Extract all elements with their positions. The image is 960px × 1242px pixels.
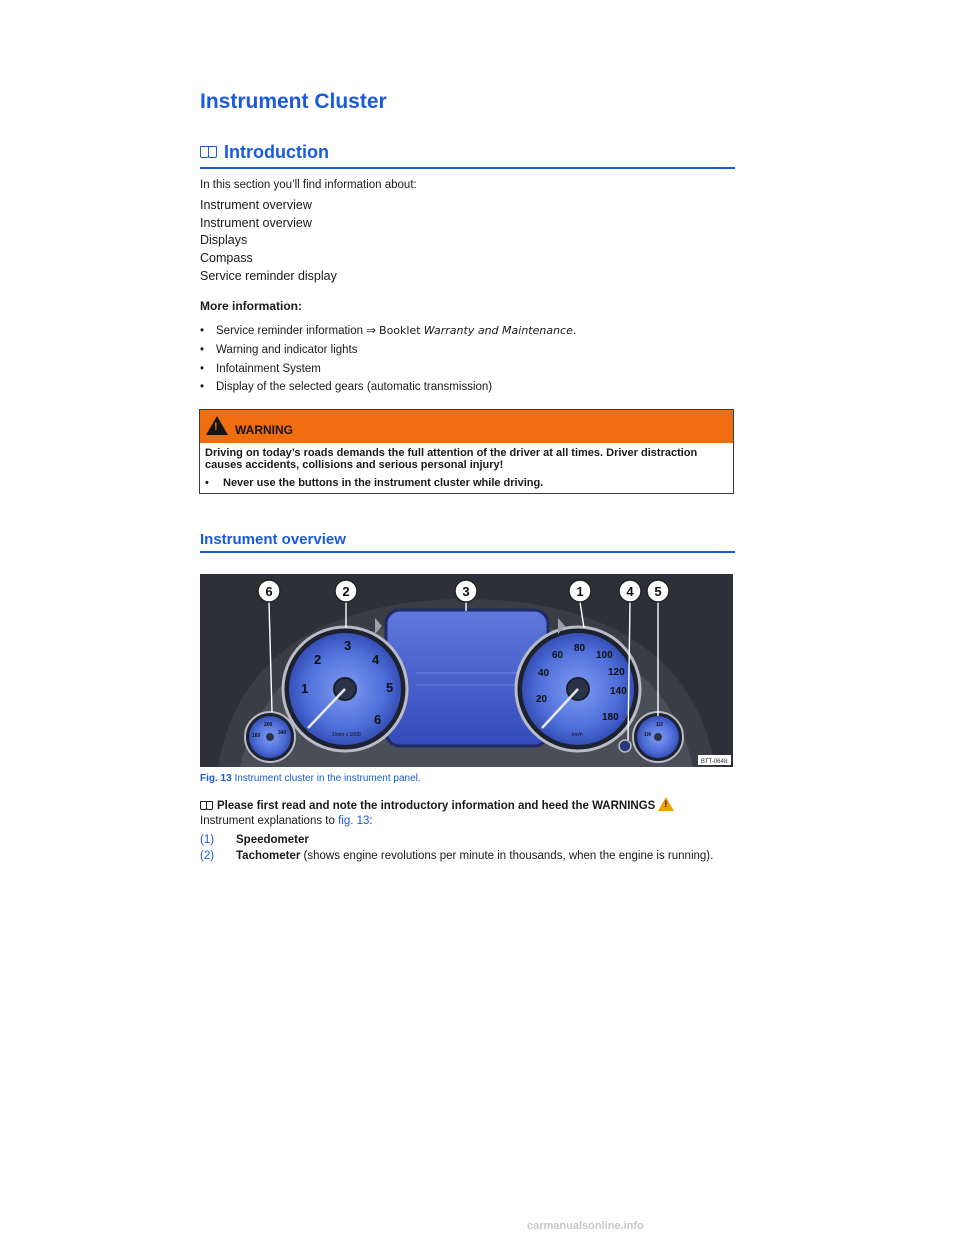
explanation-item bbox=[200, 832, 713, 848]
figure-caption bbox=[200, 773, 421, 784]
topic-link[interactable]: Compass bbox=[200, 251, 253, 266]
more-info-list bbox=[200, 322, 576, 397]
warning-triangle-icon bbox=[658, 797, 674, 811]
intro-note bbox=[200, 797, 674, 812]
intro-text: In this section you’ll find information about: bbox=[200, 179, 417, 191]
instrument-cluster-illustration bbox=[200, 574, 733, 767]
caption-label: Fig. 13 bbox=[200, 773, 232, 784]
more-info-item[interactable]: • Warning and indicator lights bbox=[200, 341, 576, 360]
more-info-item bbox=[200, 322, 576, 341]
warning-box bbox=[199, 409, 734, 494]
book-icon bbox=[200, 145, 218, 159]
speedo-number: 80 bbox=[574, 643, 586, 654]
instrument-cluster-figure bbox=[200, 574, 733, 767]
tach-number: 4 bbox=[372, 652, 380, 667]
speedo-unit: km/h bbox=[572, 732, 583, 738]
warning-bullet-text: Never use the buttons in the instrument cluster while driving. bbox=[223, 477, 544, 489]
tach-number: 3 bbox=[344, 638, 352, 653]
svg-text:1: 1 bbox=[576, 584, 584, 599]
note-text[interactable]: Please first read and note the introductory information and heed the WARNINGS bbox=[217, 800, 656, 812]
callout-6 bbox=[258, 580, 280, 602]
callout-3 bbox=[455, 580, 477, 602]
warning-bullet: • Never use the buttons in the instrument cluster while driving. bbox=[205, 477, 544, 489]
callout-4 bbox=[619, 580, 641, 602]
svg-text:4: 4 bbox=[626, 584, 634, 599]
svg-text:2: 2 bbox=[342, 584, 350, 599]
item-term: Speedometer bbox=[236, 834, 309, 846]
left-gauge-number: 340 bbox=[278, 730, 287, 736]
figure-link[interactable]: fig. 13 bbox=[338, 815, 370, 827]
topic-list bbox=[200, 197, 337, 286]
section-introduction bbox=[200, 142, 735, 169]
section-instrument-overview: Instrument overview bbox=[200, 531, 735, 553]
caption-text: Instrument cluster in the instrument panel. bbox=[234, 773, 421, 784]
more-info-end: . bbox=[572, 325, 577, 337]
callout-2 bbox=[335, 580, 357, 602]
right-gauge-number: 1/4 bbox=[644, 732, 651, 738]
page-title: Instrument Cluster bbox=[200, 90, 387, 113]
speedo-number: 40 bbox=[538, 668, 550, 679]
warning-header bbox=[200, 410, 733, 443]
explanation-list bbox=[200, 832, 713, 864]
more-info-text: Service reminder information ⇒ bbox=[216, 325, 380, 337]
tach-number: 2 bbox=[314, 652, 322, 667]
item-term: Tachometer bbox=[236, 850, 301, 862]
tach-number: 1 bbox=[301, 681, 309, 696]
left-gauge-number: 200 bbox=[264, 722, 273, 728]
topic-link[interactable]: Instrument overview bbox=[200, 198, 312, 212]
explanations-suffix: : bbox=[369, 815, 373, 827]
tach-unit: 1/min x 1000 bbox=[332, 732, 361, 738]
svg-text:5: 5 bbox=[654, 584, 662, 599]
more-info-item[interactable]: • Infotainment System bbox=[200, 360, 576, 379]
section-introduction-label: Introduction bbox=[224, 142, 329, 162]
speedo-number: 140 bbox=[610, 686, 627, 697]
right-gauge-number: 1/2 bbox=[656, 722, 663, 728]
callout-1 bbox=[569, 580, 591, 602]
item-number: (1) bbox=[200, 834, 215, 846]
item-number: (2) bbox=[200, 850, 215, 862]
svg-text:3: 3 bbox=[462, 584, 470, 599]
booklet-title: Warranty and Maintenance bbox=[423, 324, 573, 337]
book-icon bbox=[200, 800, 213, 810]
warning-text: Driving on today’s roads demands the full attention of the driver at all times. Driver distraction causes accidents, collisions and serious personal injury! bbox=[205, 447, 698, 471]
left-gauge-number: 160 bbox=[252, 733, 261, 739]
explanations-prefix: Instrument explanations to bbox=[200, 815, 339, 827]
topic-link[interactable]: Displays bbox=[200, 233, 248, 248]
speedo-number: 180 bbox=[602, 712, 619, 723]
more-info-item[interactable]: • Display of the selected gears (automatic transmission) bbox=[200, 378, 576, 397]
speedo-number: 60 bbox=[552, 650, 564, 661]
booklet-label: Booklet bbox=[379, 324, 421, 337]
reset-button[interactable] bbox=[619, 740, 631, 752]
more-info-label: More information: bbox=[200, 299, 302, 313]
exclamation-icon: ! bbox=[214, 421, 218, 433]
warning-title: WARNING bbox=[235, 423, 293, 437]
watermark: carmanualsonline.info bbox=[527, 1220, 644, 1232]
speedo-number: 120 bbox=[608, 667, 625, 678]
speedo-number: 100 bbox=[596, 650, 613, 661]
explanation-item bbox=[200, 848, 713, 864]
figure-code: BTT-0648 bbox=[700, 759, 728, 765]
tach-number: 6 bbox=[374, 712, 382, 727]
explanations-line bbox=[200, 815, 373, 827]
tach-number: 5 bbox=[386, 680, 394, 695]
svg-text:6: 6 bbox=[265, 584, 273, 599]
topic-link[interactable]: Service reminder display bbox=[200, 268, 337, 283]
callout-5 bbox=[647, 580, 669, 602]
speedo-number: 20 bbox=[536, 694, 548, 705]
topic-link[interactable]: Instrument overview bbox=[200, 215, 312, 230]
item-desc: (shows engine revolutions per minute in thousands, when the engine is running). bbox=[300, 850, 714, 862]
